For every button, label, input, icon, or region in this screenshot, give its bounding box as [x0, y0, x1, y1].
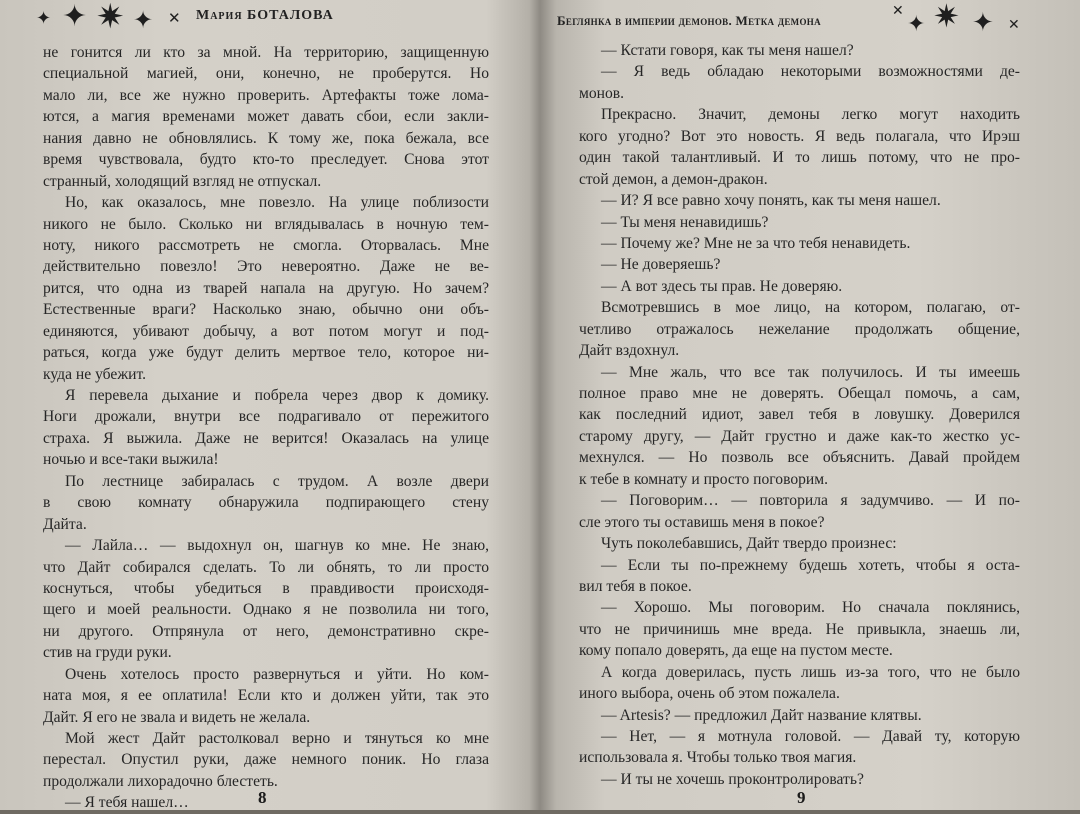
text-line: к тебе в комнату и просто поговорим.	[579, 470, 829, 488]
text-line: — Если ты по-прежнему будешь хотеть, чтобы я оста-	[601, 556, 1020, 574]
page-number: 8	[258, 788, 267, 807]
text-line: стив на груди руки.	[43, 644, 172, 662]
text-line: — Хорошо. Мы поговорим. Но сначала поклянись,	[601, 599, 1020, 617]
text-line: старому другу, — Дайт грустно и даже как-то жестко ус-	[579, 427, 1020, 445]
text-line: что Дайт собирался сделать. То ли обнять, то ли просто	[43, 558, 489, 576]
text-line: Прекрасно. Значит, демоны легко могут находить	[601, 106, 1020, 124]
text-line: А когда доверилась, пусть лишь из-за того, что не было	[601, 663, 1020, 681]
star-icon: ✦	[972, 8, 994, 38]
text-line: нания давно не обновлялись. К тому же, пока бежала, все	[43, 129, 489, 147]
text-line: — Artesis? — предложил Дайт название клятвы.	[601, 706, 922, 724]
text-line: что не причинишь мне вреда. Не привыкла, знаешь ли,	[579, 620, 1020, 638]
text-line: щего и моей реальности. Однако я не позволила ни того,	[43, 601, 489, 619]
text-line: Ноги дрожали, внутри все подрагивало от пережитого	[43, 408, 489, 426]
text-line: — Я тебя нашел…	[65, 794, 189, 812]
text-line: продолжали лихорадочно блестеть.	[43, 772, 278, 790]
text-line: Дайт вздохнул.	[579, 342, 680, 360]
star-icon: ✦	[62, 0, 88, 34]
text-line: — Кстати говоря, как ты меня нашел?	[601, 42, 854, 59]
star-icon: ✷	[933, 0, 960, 35]
running-title: Мария БОТАЛОВА	[196, 8, 334, 23]
text-line: полное право мне не доверять. Обещал помочь, а сам,	[579, 385, 1020, 402]
text-line: — Ты меня ненавидишь?	[601, 213, 769, 231]
text-line: Но, как оказалось, мне повезло. На улице поблизости	[65, 194, 489, 212]
text-line: действительно повезло! Это невероятно. Даже не ве-	[43, 258, 489, 276]
text-line: один такой талантливый. И то лишь потому, что не про-	[579, 149, 1020, 167]
text-line: мехнулся. — Но позволь все объяснить. Давай пройдем	[579, 449, 1020, 467]
text-line: кому попало доверять, да еще на пустом месте.	[579, 642, 893, 660]
text-line: стой демон, а демон-дракон.	[579, 170, 768, 188]
text-line: — И ты не хочешь проконтролировать?	[601, 770, 864, 788]
text-line: сле этого ты оставишь меня в покое?	[579, 513, 825, 531]
left-page-text	[43, 42, 489, 814]
text-line: Чуть поколебавшись, Дайт твердо произнес:	[601, 535, 897, 553]
text-line: — И? Я все равно хочу понять, как ты меня нашел.	[601, 192, 941, 210]
text-line: страха. Я выжила. Даже не верится! Оказалась на улице	[43, 429, 489, 447]
small-cross-star-icon: ✕	[1008, 17, 1020, 33]
star-icon: ✦	[907, 12, 926, 37]
text-line: как последний идиот, завел тебя в ловушку. Доверился	[579, 406, 1020, 424]
text-line: мало ли, все же нужно проверить. Артефакты тоже лома-	[43, 86, 489, 104]
text-line: не гонится ли кто за мной. На территорию, защищенную	[43, 44, 489, 61]
text-line: в свою комнату обнаружила подпирающего стену	[43, 494, 489, 512]
text-line: Я перевела дыхание и побрела через двор к домику.	[65, 387, 489, 404]
text-line: Всмотревшись в мое лицо, на котором, полагаю, от-	[601, 299, 1020, 317]
text-line: монов.	[579, 84, 625, 102]
text-line: время чувствовала, будто кто-то преследует. Снова этот	[43, 151, 489, 169]
text-line: вил тебя в покое.	[579, 577, 692, 595]
text-line: ни другого. Отпрянула от него, демонстративно скре-	[43, 622, 489, 640]
small-cross-star-icon: ✕	[168, 9, 181, 27]
text-line: Дайт. Я его не звала и видеть не желала.	[43, 708, 311, 726]
star-icon: ✦	[36, 8, 52, 29]
small-cross-star-icon: ✕	[892, 3, 904, 19]
right-page-header	[550, 0, 1080, 40]
text-line: — А вот здесь ты прав. Не доверяю.	[601, 277, 843, 295]
text-line: Очень хотелось просто развернуться и уйти. Но ком-	[65, 665, 489, 683]
text-line: ются, а магия временами может давать сбои, если закли-	[43, 108, 489, 126]
text-line: единяются, убивают добычу, а вот потом могут и под-	[43, 322, 489, 340]
text-line: специальной магией, они, конечно, не проберутся. Но	[43, 65, 489, 83]
text-line: — Нет, — я мотнула головой. — Давай ту, которую	[601, 728, 1020, 745]
text-line: — Поговорим… — повторила я задумчиво. — И по-	[601, 492, 1020, 510]
text-line: перестал. Опустил руки, даже немного поник. Но глаза	[43, 751, 489, 769]
text-line: раться, когда уже будут делить мертвое тело, которое ни-	[43, 344, 489, 362]
running-title: Беглянка в империи демонов. Метка демона	[557, 13, 821, 28]
text-line: — Не доверяешь?	[601, 256, 721, 274]
text-line: кого угодно? Вот это новость. Я ведь полагала, что Ирэш	[579, 127, 1020, 145]
text-line: — Лайла… — выдохнул он, шагнув ко мне. Не знаю,	[65, 537, 489, 555]
left-page-header	[0, 0, 530, 40]
text-line: коснуться, чтобы убедиться в правдивости происходя-	[43, 579, 489, 597]
text-line: странный, холодящий взгляд не отпускал.	[43, 172, 322, 190]
text-line: ночью и все-таки выжила!	[43, 451, 219, 469]
text-line: ната моя, я ее оплатила! Если кто и должен уйти, так это	[43, 687, 489, 705]
text-line: Мой жест Дайт растолковал верно и тянуться ко мне	[65, 730, 489, 747]
left-page	[0, 0, 530, 810]
text-line: никого не было. Сколько ни вглядывалась в ночную тем-	[43, 215, 489, 233]
text-line: По лестнице забиралась с трудом. А возле двери	[65, 472, 489, 490]
page-number: 9	[797, 788, 806, 807]
text-line: рится, что одна из тварей напала на другую. Но зачем?	[43, 279, 489, 297]
text-line: Дайта.	[43, 515, 87, 533]
text-line: иного выбора, очень об этом пожалела.	[579, 685, 840, 703]
text-line: куда не убежит.	[43, 365, 146, 383]
text-line: ноту, никого рассмотреть не смогла. Оторвалась. Мне	[43, 236, 489, 254]
text-line: Естественные враги? Насколько знаю, обычно они объ-	[43, 301, 489, 319]
text-line: — Я ведь обладаю некоторыми возможностями де-	[601, 63, 1020, 81]
right-page	[550, 0, 1080, 810]
star-icon: ✦	[133, 6, 154, 34]
text-line: — Почему же? Мне не за что тебя ненавидеть.	[601, 234, 911, 252]
text-line: использовала я. Чтобы только твоя магия.	[579, 749, 857, 767]
right-page-text	[579, 40, 1020, 790]
text-line: — Мне жаль, что все так получилось. И ты имеешь	[601, 363, 1020, 381]
text-line: четливо отражалось нежелание продолжать общение,	[579, 320, 1020, 338]
star-icon: ✷	[96, 0, 125, 37]
